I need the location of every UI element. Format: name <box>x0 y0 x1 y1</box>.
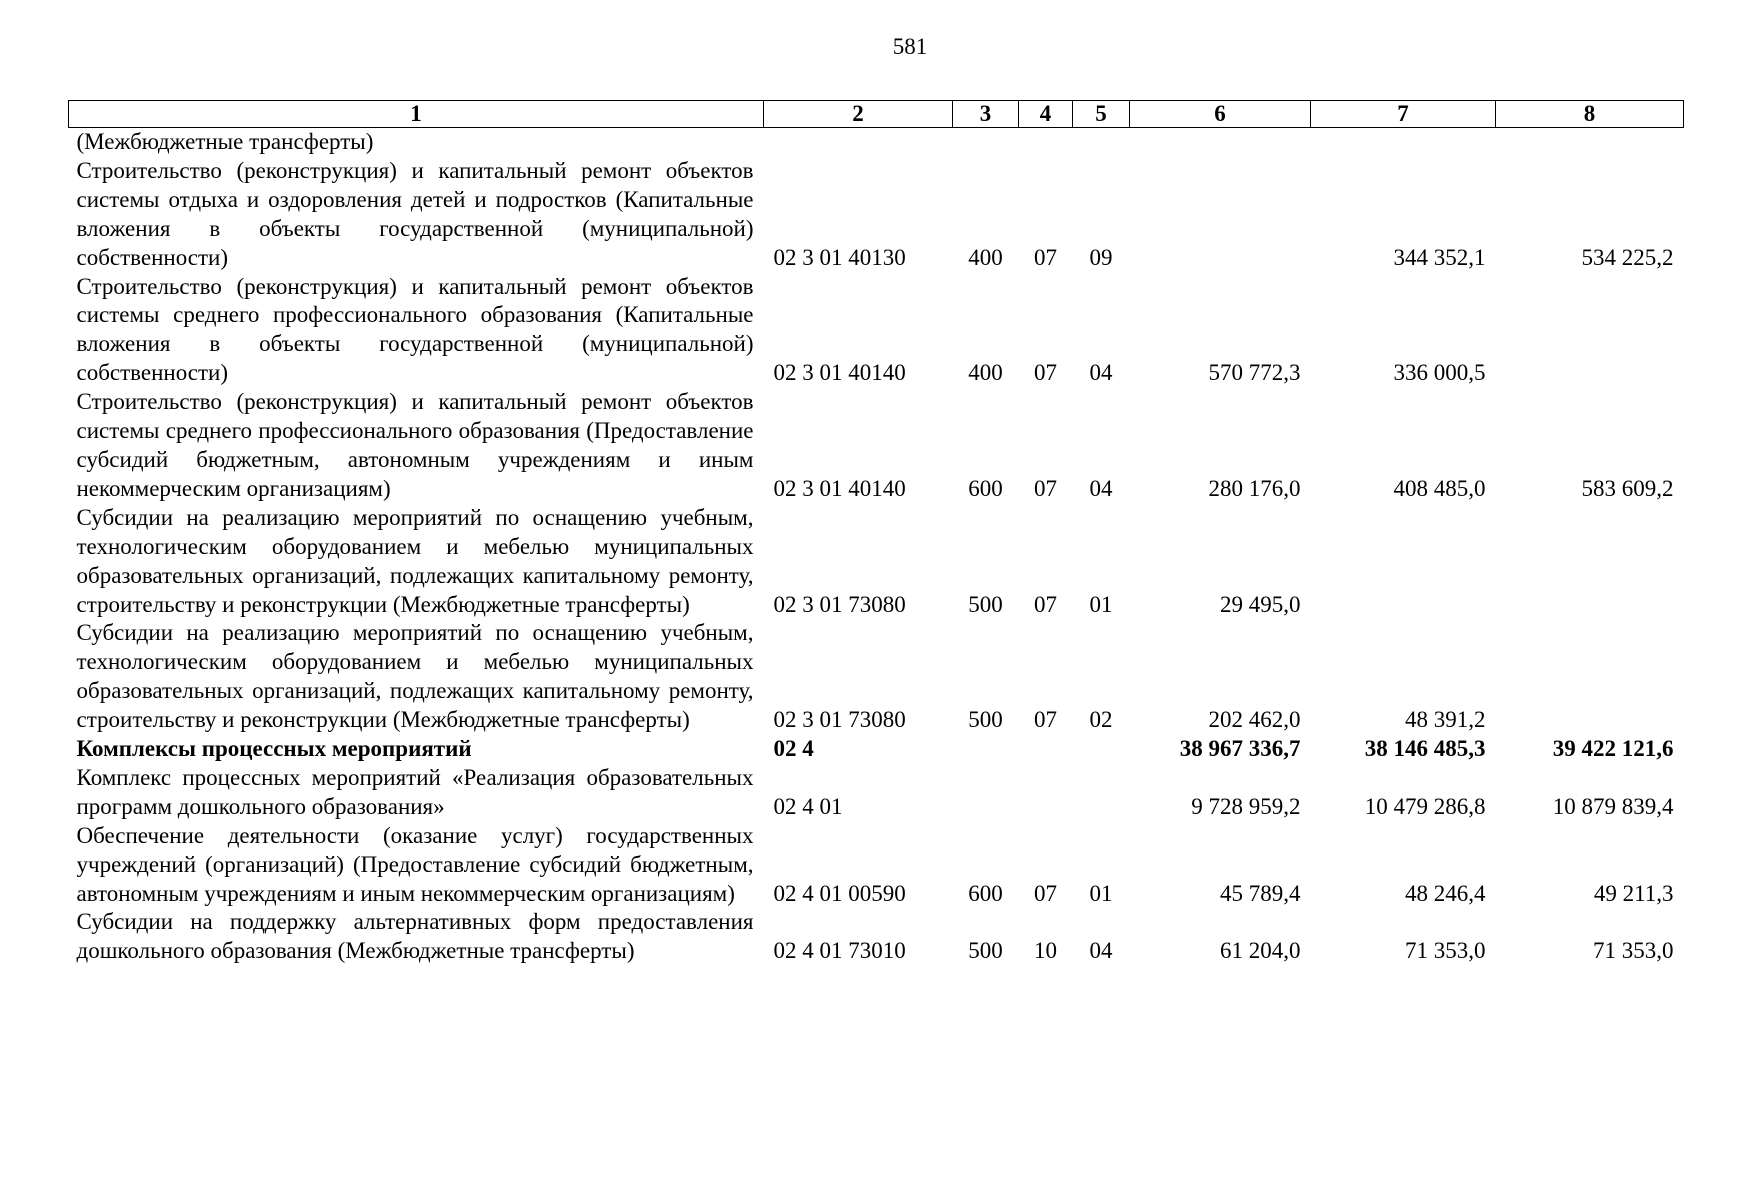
row-expense-type: 500 <box>968 591 1003 617</box>
row-subsection: 01 <box>1089 591 1113 617</box>
row-section <box>1019 735 1073 764</box>
row-name: Строительство (реконструкция) и капитальный ремонт объектов системы среднего профессионального образования (Капитальные вложения в объекты государственной (муниципальной) собственности) <box>76 273 754 386</box>
table-body <box>69 128 1684 967</box>
row-section: 07 <box>1034 475 1057 501</box>
row-amount-col8: 10 879 839,4 <box>1552 793 1674 819</box>
row-code: 02 3 01 40130 <box>773 244 906 270</box>
row-subsection <box>1073 128 1130 157</box>
column-header: 8 <box>1496 101 1684 128</box>
row-code: 02 3 01 40140 <box>773 475 906 501</box>
row-code: 02 4 01 <box>773 793 843 819</box>
row-name: Субсидии на реализацию мероприятий по оснащению учебным, технологическим оборудованием и мебелью муниципальных образовательных организаций, подлежащих капитальному ремонту, строительству и реконструкции (Межбюджетные трансферты) <box>76 620 754 733</box>
row-name: (Межбюджетные трансферты) <box>76 129 374 154</box>
row-amount-col6: 45 789,4 <box>1220 880 1301 906</box>
row-amount-col7: 344 352,1 <box>1393 244 1486 270</box>
row-name: Обеспечение деятельности (оказание услуг) государственных учреждений (организаций) (Предоставление субсидий бюджетным, автономным учреждениям и иным некоммерческим организациям) <box>76 822 754 906</box>
row-subsection: 09 <box>1089 244 1113 270</box>
column-header: 7 <box>1311 101 1496 128</box>
row-expense-type: 400 <box>968 244 1003 270</box>
row-amount-col6: 570 772,3 <box>1208 360 1301 386</box>
column-header: 3 <box>953 101 1019 128</box>
row-subsection: 02 <box>1089 707 1113 733</box>
row-amount-col7: 38 146 485,3 <box>1364 736 1486 762</box>
row-expense-type: 400 <box>968 360 1003 386</box>
row-amount-col8: 71 353,0 <box>1593 938 1674 964</box>
row-section: 07 <box>1034 707 1057 733</box>
row-amount-col6: 61 204,0 <box>1220 938 1301 964</box>
row-section <box>1019 764 1073 822</box>
table-row <box>69 157 1684 273</box>
row-amount-col7: 48 246,4 <box>1405 880 1486 906</box>
row-section: 07 <box>1034 591 1057 617</box>
row-amount-col6: 29 495,0 <box>1220 591 1301 617</box>
row-section <box>1019 128 1073 157</box>
row-amount-col7 <box>1311 504 1496 620</box>
table-row <box>69 504 1684 620</box>
row-amount-col8 <box>1496 504 1684 620</box>
row-section: 07 <box>1034 880 1057 906</box>
row-name: Строительство (реконструкция) и капитальный ремонт объектов системы отдыха и оздоровления детей и подростков (Капитальные вложения в объекты государственной (муниципальной) собственности) <box>76 157 754 270</box>
row-amount-col7: 336 000,5 <box>1393 360 1486 386</box>
row-code: 02 3 01 73080 <box>773 707 906 733</box>
table-row <box>69 908 1684 966</box>
row-amount-col8 <box>1496 273 1684 389</box>
row-expense-type <box>953 764 1019 822</box>
row-amount-col8: 534 225,2 <box>1581 244 1674 270</box>
table-row <box>69 128 1684 157</box>
row-section: 10 <box>1034 938 1057 964</box>
table-row <box>69 764 1684 822</box>
row-name: Комплекс процессных мероприятий «Реализация образовательных программ дошкольного образования» <box>76 764 754 819</box>
row-name: Строительство (реконструкция) и капитальный ремонт объектов системы среднего профессионального образования (Предоставление субсидий бюджетным, автономным учреждениям и иным некоммерческим организациям) <box>76 389 754 501</box>
table-row <box>69 619 1684 735</box>
row-amount-col6: 9 728 959,2 <box>1191 793 1301 819</box>
row-amount-col8: 39 422 121,6 <box>1552 736 1674 762</box>
row-amount-col8 <box>1496 619 1684 735</box>
row-subsection: 04 <box>1089 938 1113 964</box>
table-row <box>69 388 1684 504</box>
row-amount-col7: 10 479 286,8 <box>1364 793 1486 819</box>
row-name: Комплексы процессных мероприятий <box>76 736 472 762</box>
row-amount-col8: 583 609,2 <box>1581 475 1674 501</box>
row-name: Субсидии на реализацию мероприятий по оснащению учебным, технологическим оборудованием и мебелью муниципальных образовательных организаций, подлежащих капитальному ремонту, строительству и реконструкции (Межбюджетные трансферты) <box>76 504 754 617</box>
table-row <box>69 822 1684 909</box>
row-expense-type: 500 <box>968 938 1003 964</box>
table-row <box>69 273 1684 389</box>
row-amount-col7 <box>1311 128 1496 157</box>
row-amount-col7: 48 391,2 <box>1405 707 1486 733</box>
row-code: 02 3 01 40140 <box>773 360 906 386</box>
row-amount-col7: 71 353,0 <box>1405 938 1486 964</box>
column-header: 6 <box>1130 101 1311 128</box>
row-subsection: 04 <box>1089 360 1113 386</box>
row-expense-type <box>953 128 1019 157</box>
table-row <box>69 735 1684 764</box>
row-amount-col6 <box>1130 128 1311 157</box>
column-header: 5 <box>1073 101 1130 128</box>
row-code <box>764 128 953 157</box>
row-subsection <box>1073 735 1130 764</box>
row-code: 02 4 <box>773 736 814 762</box>
row-amount-col6: 202 462,0 <box>1208 707 1301 733</box>
row-section: 07 <box>1034 244 1057 270</box>
row-amount-col6: 280 176,0 <box>1208 475 1301 501</box>
column-header: 4 <box>1019 101 1073 128</box>
row-amount-col8: 49 211,3 <box>1593 880 1674 906</box>
row-subsection: 01 <box>1089 880 1113 906</box>
page-number: 581 <box>892 34 928 59</box>
row-code: 02 4 01 00590 <box>773 880 906 906</box>
row-amount-col6 <box>1130 157 1311 273</box>
row-section: 07 <box>1034 360 1057 386</box>
column-header: 1 <box>69 101 764 128</box>
budget-table <box>68 100 1684 966</box>
row-code: 02 4 01 73010 <box>773 938 906 964</box>
row-expense-type: 600 <box>968 880 1003 906</box>
row-name: Субсидии на поддержку альтернативных форм предоставления дошкольного образования (Межбюджетные трансферты) <box>76 909 754 964</box>
row-expense-type: 500 <box>968 707 1003 733</box>
row-expense-type: 600 <box>968 475 1003 501</box>
row-expense-type <box>953 735 1019 764</box>
column-header: 2 <box>764 101 953 128</box>
row-amount-col6: 38 967 336,7 <box>1179 736 1301 762</box>
header-row <box>69 101 1684 128</box>
row-subsection <box>1073 764 1130 822</box>
row-subsection: 04 <box>1089 475 1113 501</box>
row-code: 02 3 01 73080 <box>773 591 906 617</box>
row-amount-col8 <box>1496 128 1684 157</box>
row-amount-col7: 408 485,0 <box>1393 475 1486 501</box>
